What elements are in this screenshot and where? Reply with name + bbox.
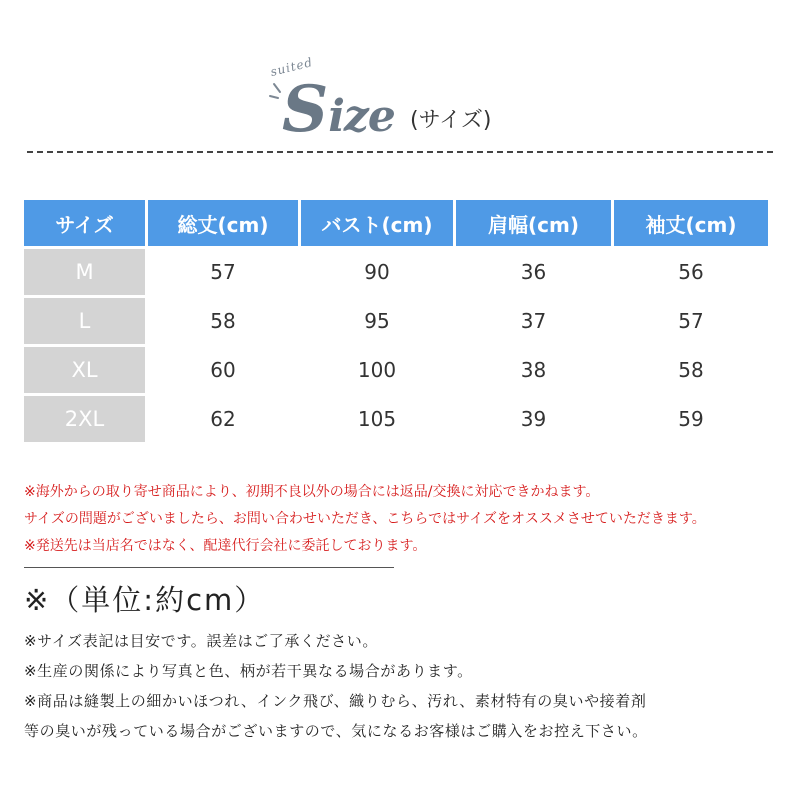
shoulder-value: 39	[456, 396, 611, 442]
notice-line: サイズの問題がございましたら、お問い合わせいただき、こちらではサイズをオススメさせていただきます。	[24, 511, 706, 527]
suited-script-text: suited	[268, 54, 315, 80]
size-label: M	[24, 249, 145, 295]
size-label: XL	[24, 347, 145, 393]
sleeve-value: 56	[614, 249, 768, 295]
shoulder-value: 36	[456, 249, 611, 295]
size-table	[24, 200, 774, 445]
size-label: 2XL	[24, 396, 145, 442]
shipping-notice	[24, 479, 784, 560]
table-row	[24, 249, 774, 295]
length-value: 60	[148, 347, 298, 393]
table-header-row	[24, 200, 774, 246]
size-subtitle: (サイズ)	[410, 108, 492, 133]
length-value: 57	[148, 249, 298, 295]
size-label: L	[24, 298, 145, 344]
notice-line: ※発送先は当店名ではなく、配達代行会社に委託しております。	[24, 538, 427, 554]
size-notes	[24, 626, 784, 746]
header-length: 総丈(cm)	[148, 200, 298, 246]
header-size: サイズ	[24, 200, 145, 246]
shoulder-value: 38	[456, 347, 611, 393]
unit-label: ※（単位:約cm）	[24, 583, 266, 617]
table-row	[24, 298, 774, 344]
length-value: 58	[148, 298, 298, 344]
notice-divider	[24, 567, 394, 568]
header-sleeve: 袖丈(cm)	[614, 200, 768, 246]
bust-value: 95	[301, 298, 453, 344]
header-bust: バスト(cm)	[301, 200, 453, 246]
dashed-divider	[27, 151, 773, 153]
length-value: 62	[148, 396, 298, 442]
sleeve-value: 57	[614, 298, 768, 344]
note-line: ※生産の関係により写真と色、柄が若干異なる場合があります。	[24, 662, 473, 680]
bust-value: 90	[301, 249, 453, 295]
note-line: ※商品は縫製上の細かいほつれ、インク飛び、織りむら、汚れ、素材特有の臭いや接着剤	[24, 692, 647, 710]
bust-value: 100	[301, 347, 453, 393]
size-title	[282, 72, 395, 147]
sleeve-value: 59	[614, 396, 768, 442]
header-shoulder: 肩幅(cm)	[456, 200, 611, 246]
notice-line: ※海外からの取り寄せ商品により、初期不良以外の場合には返品/交換に対応できかねます。	[24, 484, 600, 500]
table-row	[24, 347, 774, 393]
bust-value: 105	[301, 396, 453, 442]
note-line: 等の臭いが残っている場合がございますので、気になるお客様はご購入をお控え下さい。	[24, 722, 648, 740]
sleeve-value: 58	[614, 347, 768, 393]
size-title-initial: S	[282, 72, 329, 147]
note-line: ※サイズ表記は目安です。誤差はご了承ください。	[24, 632, 378, 650]
size-title-rest: ize	[328, 91, 395, 142]
table-row	[24, 396, 774, 442]
size-header	[0, 0, 800, 160]
shoulder-value: 37	[456, 298, 611, 344]
